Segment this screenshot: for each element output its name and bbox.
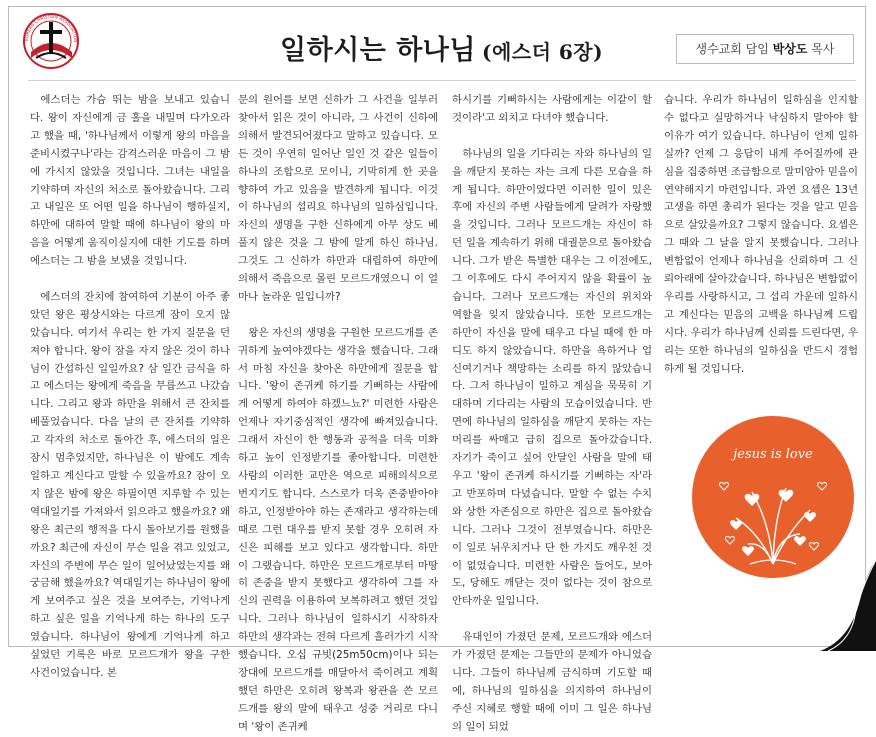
- logo-text: KOREAN CHRISTIAN ASSOCIATION: [24, 14, 78, 43]
- paragraph: 에스더의 잔치에 참여하여 기분이 아주 좋았던 왕은 평상시와는 다르게 잠이 오지 않았습니다. 여기서 우리는 한 가지 질문을 던져야 합니다. 왕이 잠을 자지 않은 것이 하나님이 간섭하신 일일까요? 삼 일간 금식을 하고 에스더는 왕에게 죽음을 무릅쓰고 나갔습니다. 그리고 왕과 하만을 위해서 큰 잔치를 베풀었습니다. 다음 날의 큰 잔치를 기약하고 각자의 처소로 돌아간 후, 에스더의 일은 잠시 멈추었지만, 하나님은 이 밤에도 계속 일하고 계신다고 말할 수 있을까요? 잠이 오지 않은 밤에 왕은 하필이면 지루할 수 있는 역대일기를 가져와서 읽으라고 했을까요? 왜 왕은 최근의 행적을 다시 돌아보기를 원했을까요? 최근에 자신이 무슨 일을 겪고 있었고, 자신의 주변에 무슨 일이 일어났었는지를 왜 궁금해 했을까요? 역대일기는 하나님이 왕에게 보여주고 싶은 것을 보여주는, 기억나게 하고 싶은 일을 기억나게 하는 하나의 도구였습니다. 하나님이 왕에게 기억나게 하고 싶었던 기록은 바로 모르드개가 왕을 구한 사건이었습니다. 본: [30, 290, 230, 679]
- association-logo: [22, 12, 80, 70]
- paragraph: 유대인이 가졌던 문제, 모르드개와 에스더가 가졌던 문제는 그들만의 문제가 아니었습니다. 그들이 하나님께 금식하며 기도할 때에, 하나님의 일하심을 의지하여 하나님이 주신 지혜로 행할 때에 이미 그 일은 하나님의 일이 되었: [452, 631, 652, 733]
- author-box: [676, 34, 854, 64]
- article-column-2: [238, 92, 438, 733]
- page-curl: [820, 560, 876, 651]
- jesus-is-love-illustration: [690, 414, 856, 580]
- title-sub: (에스더 6장): [481, 40, 604, 64]
- title-main: 일하시는 하나님: [280, 35, 476, 66]
- article-column-4: [664, 92, 858, 375]
- paragraph: 문의 원어를 보면 신하가 그 사건을 일부러 찾아서 읽은 것이 아니라, 그 사건이 신하에 의해서 발견되어졌다고 말하고 있습니다. 모든 것이 우연히 일어난 일인 것 같은 일들이 하나의 조합으로 모이니, 기막히게 한 곳을 향하여 가고 있음을 발견하게 됩니다. 이것이 하나님의 섭리요 하나님의 일하심입니다. 자신의 생명을 구한 신하에게 아무 상도 베풀지 않은 것을 그 밤에 알게 하신 하나님. 그것도 그 신하가 하만과 대립하여 하만에 의해서 죽음으로 몰린 모르드개였으니 이 얼마나 놀라운 일입니까?: [238, 94, 438, 303]
- paragraph: 하나님의 일을 기다리는 자와 하나님의 일을 깨닫지 못하는 자는 크게 다른 모습을 하게 됩니다. 하만이었다면 이러한 일이 있은 후에 자신의 주변 사람들에게 달려가 자랑했을 것입니다. 그러나 모르드개는 자신이 하던 일을 계속하기 위해 대궐문으로 돌아왔습니다. 그가 받은 특별한 대우는 그 이전에도, 그 이후에도 다시 주어지지 않을 확률이 높습니다. 그러나 모르드개는 자신의 위치와 역할을 잊지 않았습니다. 또한 모르드개는 하만이 자신을 말에 태우고 다닐 때에 한 마디도 하지 않았습니다. 하만을 욕하거나 업신여기거나 책망하는 소리를 하지 않았습니다. 그저 하나님이 일하고 계심을 묵묵히 기대하며 기다리는 사람의 모습이었습니다. 반면에 하나님의 일하심을 깨닫지 못하는 자는 머리를 싸매고 급히 집으로 돌아갔습니다. 자기가 죽이고 싶어 안달인 사람을 말에 태우고 '왕이 존귀케 하시기를 기뻐하는 자'라고 반포하며 다녔습니다. 말할 수 없는 수치와 상한 자존심으로 하만은 집으로 돌아왔습니다. 그러나 그것이 전부였습니다. 하만은 이 일로 뉘우치거나 단 한 가지도 깨우친 것이 없었습니다. 미련한 사람은 들어도, 보아도, 당해도 깨닫는 것이 없다는 것이 참으로 안타까운 일입니다.: [452, 147, 652, 608]
- paragraph: 왕은 자신의 생명을 구원한 모르드개를 존귀하게 높여야겠다는 생각을 했습니다. 그래서 마침 자신을 찾아온 하만에게 질문을 합니다. '왕이 존귀케 하기를 기뻐하는 사람에게 어떻게 하여야 하겠느뇨?' 미련한 사람은 언제나 자기중심적인 생각에 빠져있습니다. 그래서 자신이 한 행동과 공적을 더욱 미화하고 높이 인정받기를 좋아합니다. 미련한 사람의 이러한 교만은 역으로 피해의식으로 번지기도 합니다. 스스로가 더욱 존중받아야 하고, 인정받아야 하는 존재라고 생각하는데 때로 그런 대우를 받지 못할 경우 오히려 자신은 피해를 보고 있다고 생각합니다. 하만이 그랬습니다. 하만은 모르드개로부터 마땅히 존중을 받지 못했다고 생각하여 그를 자신의 권력을 이용하여 보복하려고 했던 것입니다. 그러나 하나님이 일하시기 시작하자 하만의 생각과는 전혀 다르게 흘러가기 시작했습니다. 오십 규빗(25m50cm)이나 되는 장대에 모르드개를 매달아서 죽이려고 계획했던 하만은 오히려 왕복과 왕관을 쓴 모르드개를 왕의 말에 태우고 성중 거리로 다니며 '왕이 존귀케: [238, 326, 438, 733]
- article-column-1: [30, 92, 230, 679]
- paragraph: 에스더는 가슴 뛰는 밤을 보내고 있습니다. 왕이 자신에게 금 홀을 내밀며 다가오라고 했을 때, '하나님께서 이렇게 왕의 마음을 준비시켰구나'라는 감격스러운 마음이 그 밤에 가시지 않았을 것입니다. 그녀는 내일을 기약하며 자신의 처소로 돌아왔습니다. 그리고 내일은 또 어떤 일을 하나님이 행하실지, 하만에 대하여 말할 때에 하나님이 왕의 마음을 어떻게 움직이실지에 대한 기도를 하며 에스더는 그 밤을 보냈을 것입니다.: [30, 94, 230, 268]
- paragraph: 습니다. 우리가 하나님이 일하심을 인지할 수 없다고 실망하거나 낙심하지 말아야 할 이유가 여기 있습니다. 하나님이 언제 일하실까? 언제 그 응답이 내게 주어질까에 관심을 집중하면 조급함으로 말미암아 믿음이 연약해지기 마련입니다. 과연 요셉은 13년 고생을 하면 총리가 된다는 것을 알고 믿음으로 살았을까요? 그렇지 않습니다. 요셉은 그 때와 그 날을 알지 못했습니다. 그러나 변함없이 언제나 하나님을 신뢰하며 그 신뢰아래에 살아갔습니다. 하나님은 변함없이 우리를 사랑하시고, 그 섭리 가운데 일하시고 계신다는 믿음의 고백을 하나님께 드립시다. 우리가 하나님께 신뢰를 드린다면, 우리는 또한 하나님의 일하심을 반드시 경험하게 될 것입니다.: [664, 94, 858, 375]
- decoration-caption: jesus is love: [733, 447, 813, 462]
- paragraph: 하시기를 기뻐하시는 사람에게는 이같이 할 것이라'고 외치고 다녀야 했습니다.: [452, 94, 652, 124]
- article-column-3: [452, 92, 652, 733]
- author-title: 목사: [811, 42, 835, 56]
- author-name: 박상도: [772, 42, 808, 56]
- header-divider: [28, 80, 856, 81]
- author-church-role: 생수교회 담임: [695, 42, 769, 56]
- page-title: [280, 28, 603, 67]
